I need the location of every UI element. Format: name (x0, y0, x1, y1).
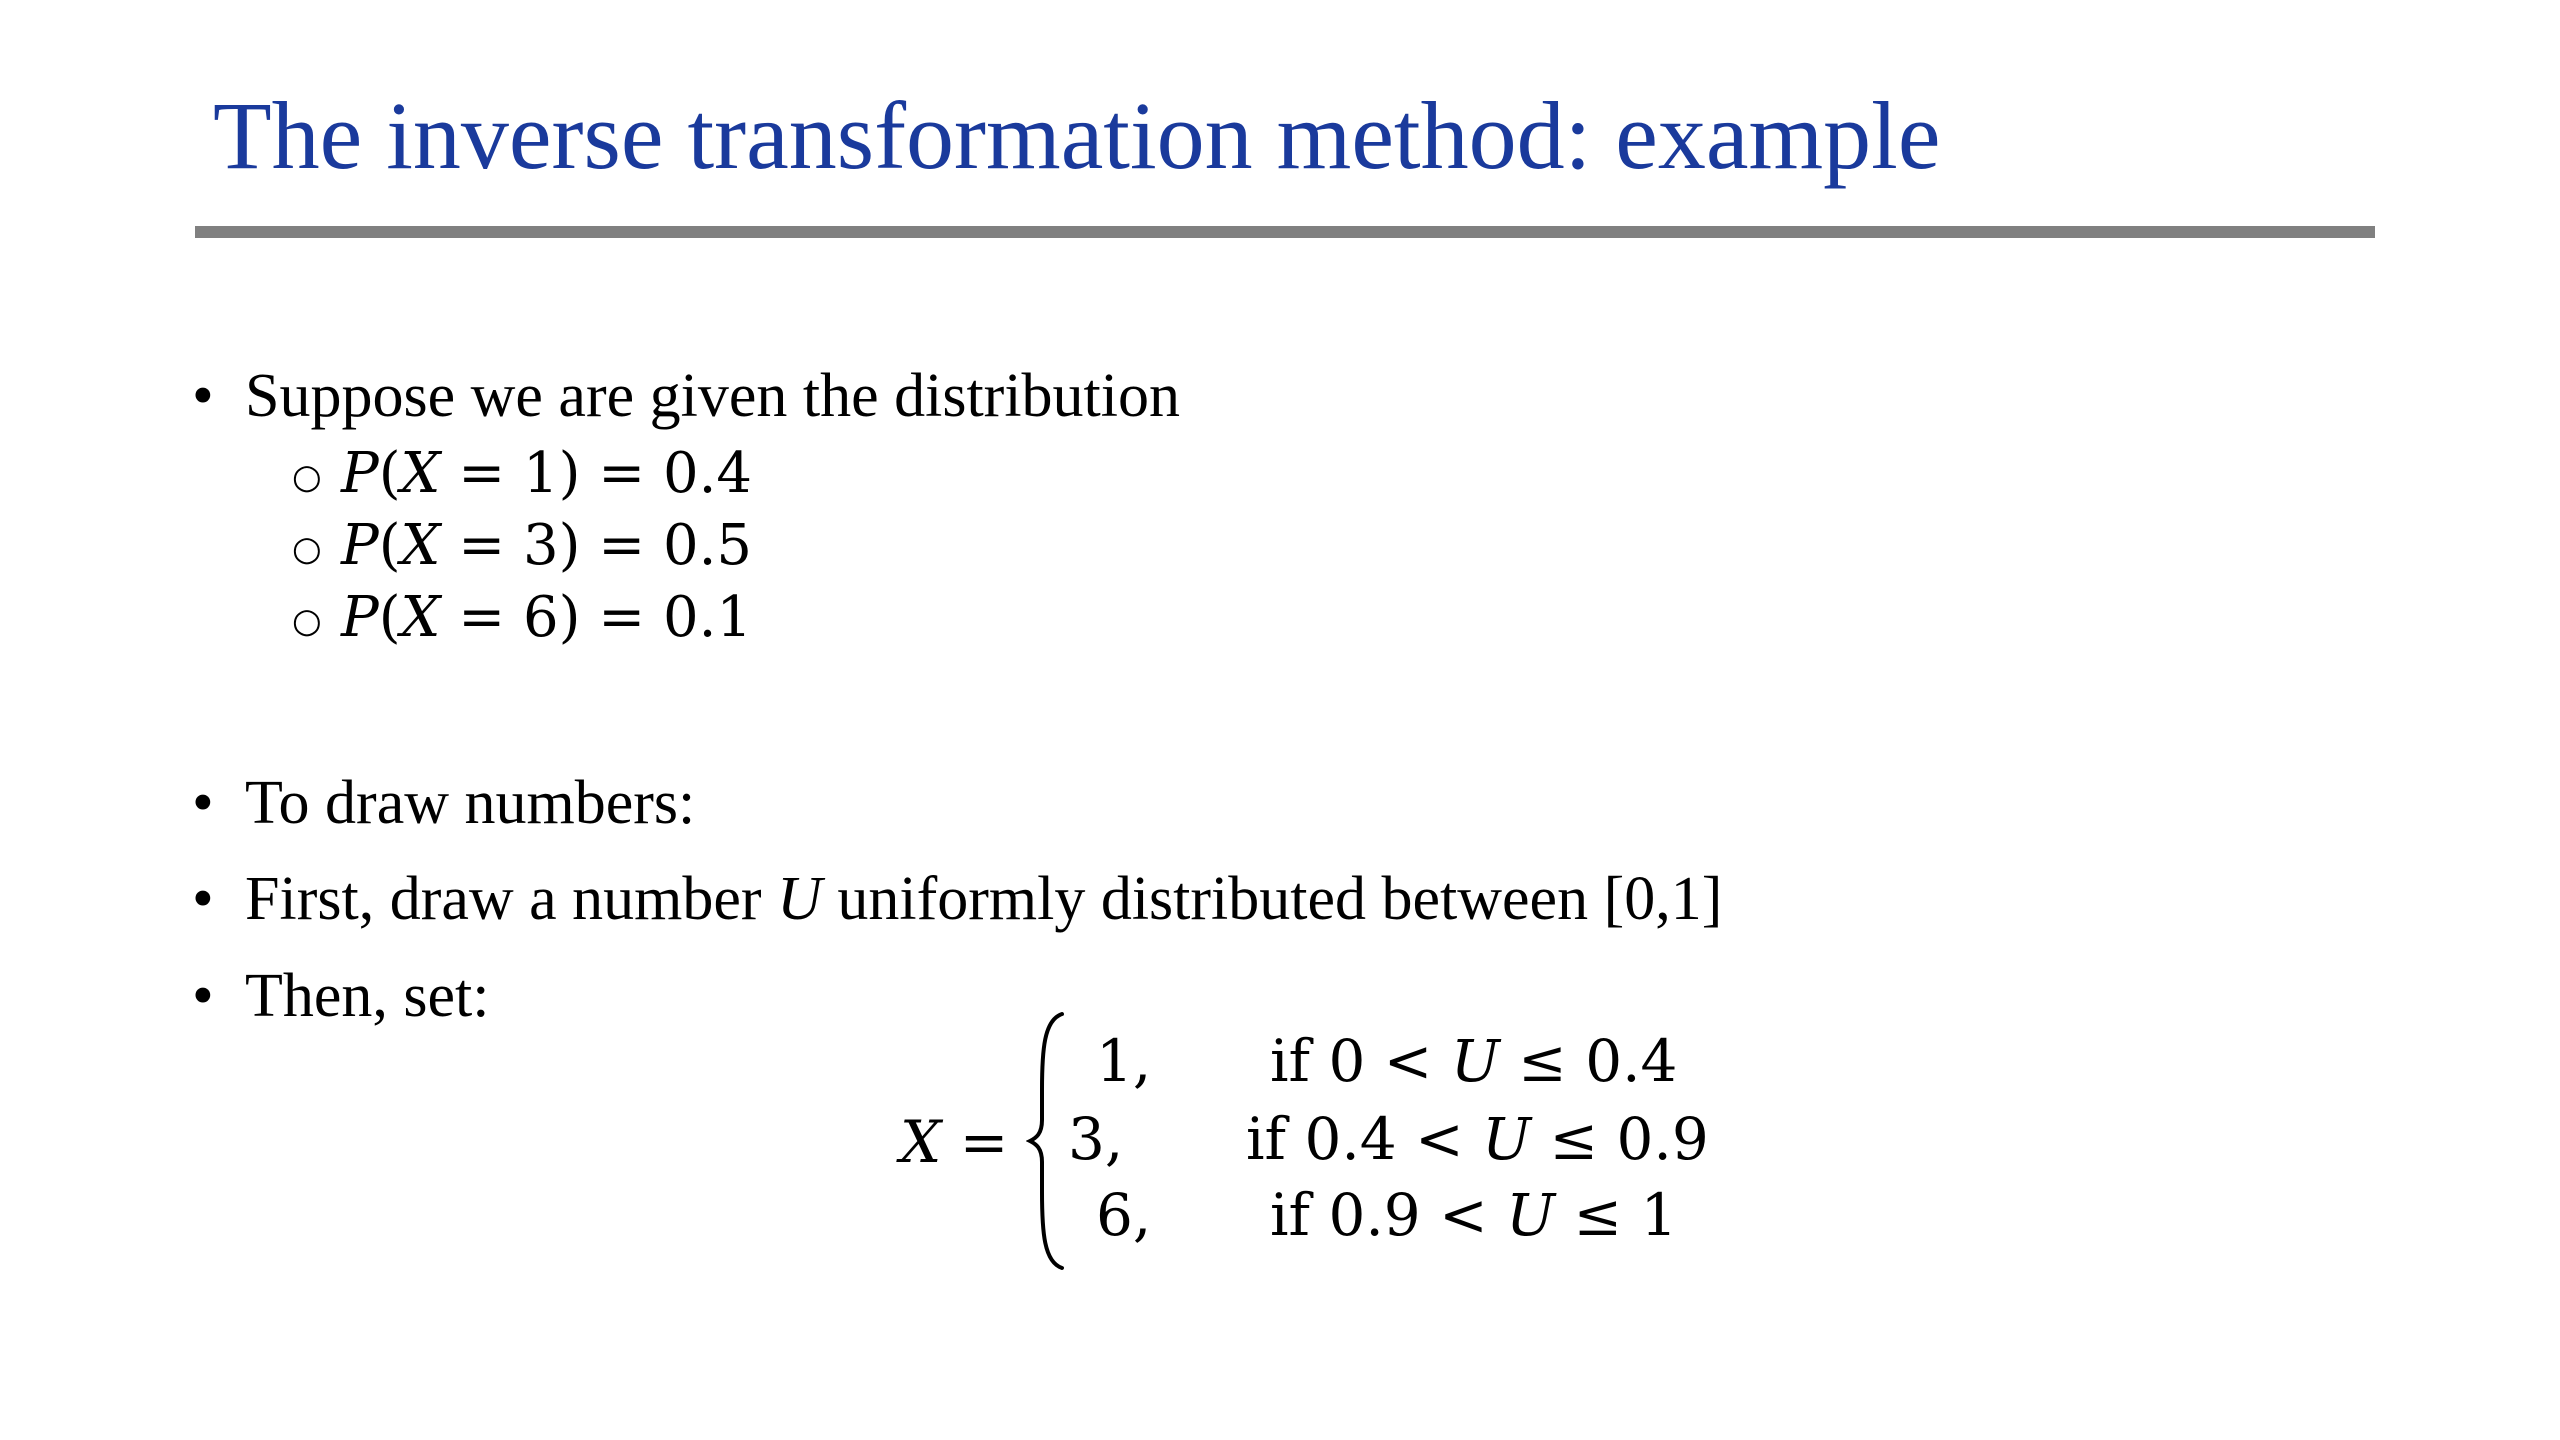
prob-open-paren: ( (378, 441, 401, 506)
bullet-text: Then, set: (245, 962, 490, 1030)
condition-end: ≤ 0.4 (1499, 1027, 1678, 1095)
prob-open-paren: ( (378, 585, 401, 650)
condition-variable: U (1450, 1027, 1500, 1095)
bullet-marker: • (192, 362, 214, 430)
case-condition (1270, 1181, 1678, 1249)
bullet-text: Suppose we are given the distribution (245, 362, 1180, 430)
prob-value: = 1) = 0.4 (440, 441, 753, 506)
slide-title: The inverse transformation method: example (213, 82, 1941, 189)
random-variable: X (400, 441, 441, 506)
bullet-first (192, 865, 1723, 933)
bullet-text: To draw numbers: (245, 769, 696, 837)
random-variable: X (400, 585, 441, 650)
prob-value: = 3) = 0.5 (440, 513, 753, 578)
distribution-item (292, 441, 753, 506)
case-value: 1, (1096, 1027, 1152, 1095)
prob-value: = 6) = 0.1 (440, 585, 753, 650)
distribution-item (292, 513, 753, 578)
equation-lhs (900, 1108, 1009, 1176)
bullet-marker: • (192, 769, 214, 837)
bullet-text-end: uniformly distributed between [0,1] (821, 865, 1723, 933)
random-variable: X (400, 513, 441, 578)
condition-start: if 0.4 < (1246, 1105, 1483, 1173)
prob-open-paren: ( (378, 513, 401, 578)
prob-function: P (341, 441, 379, 506)
sub-bullet-circle-icon: ○ (292, 529, 322, 569)
bullet-marker: • (192, 865, 214, 933)
bullet-suppose (192, 362, 1180, 430)
sub-bullet-circle-icon: ○ (292, 457, 322, 497)
lhs-equals: = (941, 1108, 1009, 1176)
lhs-variable: X (900, 1108, 942, 1176)
probability-expression (341, 513, 752, 578)
piecewise-equation (900, 1010, 1709, 1270)
bullet-then (192, 962, 490, 1030)
title-divider (195, 226, 2375, 238)
prob-function: P (341, 513, 379, 578)
case-condition (1270, 1027, 1678, 1095)
case-condition (1246, 1105, 1709, 1173)
bullet-text-start: First, draw a number (245, 865, 778, 933)
condition-variable: U (1506, 1181, 1556, 1249)
left-brace-icon (1026, 1010, 1066, 1272)
condition-variable: U (1482, 1105, 1532, 1173)
bullet-to-draw (192, 769, 696, 837)
case-value: 3, (1068, 1105, 1124, 1173)
prob-function: P (341, 585, 379, 650)
condition-end: ≤ 0.9 (1531, 1105, 1709, 1173)
case-value: 6, (1096, 1181, 1152, 1249)
probability-expression (341, 585, 752, 650)
bullet-marker: • (192, 962, 214, 1030)
sub-bullet-circle-icon: ○ (292, 601, 322, 641)
probability-expression (341, 441, 752, 506)
condition-start: if 0.9 < (1270, 1181, 1507, 1249)
uniform-variable: U (777, 865, 822, 933)
condition-end: ≤ 1 (1555, 1181, 1678, 1249)
condition-start: if 0 < (1270, 1027, 1451, 1095)
distribution-item (292, 585, 753, 650)
